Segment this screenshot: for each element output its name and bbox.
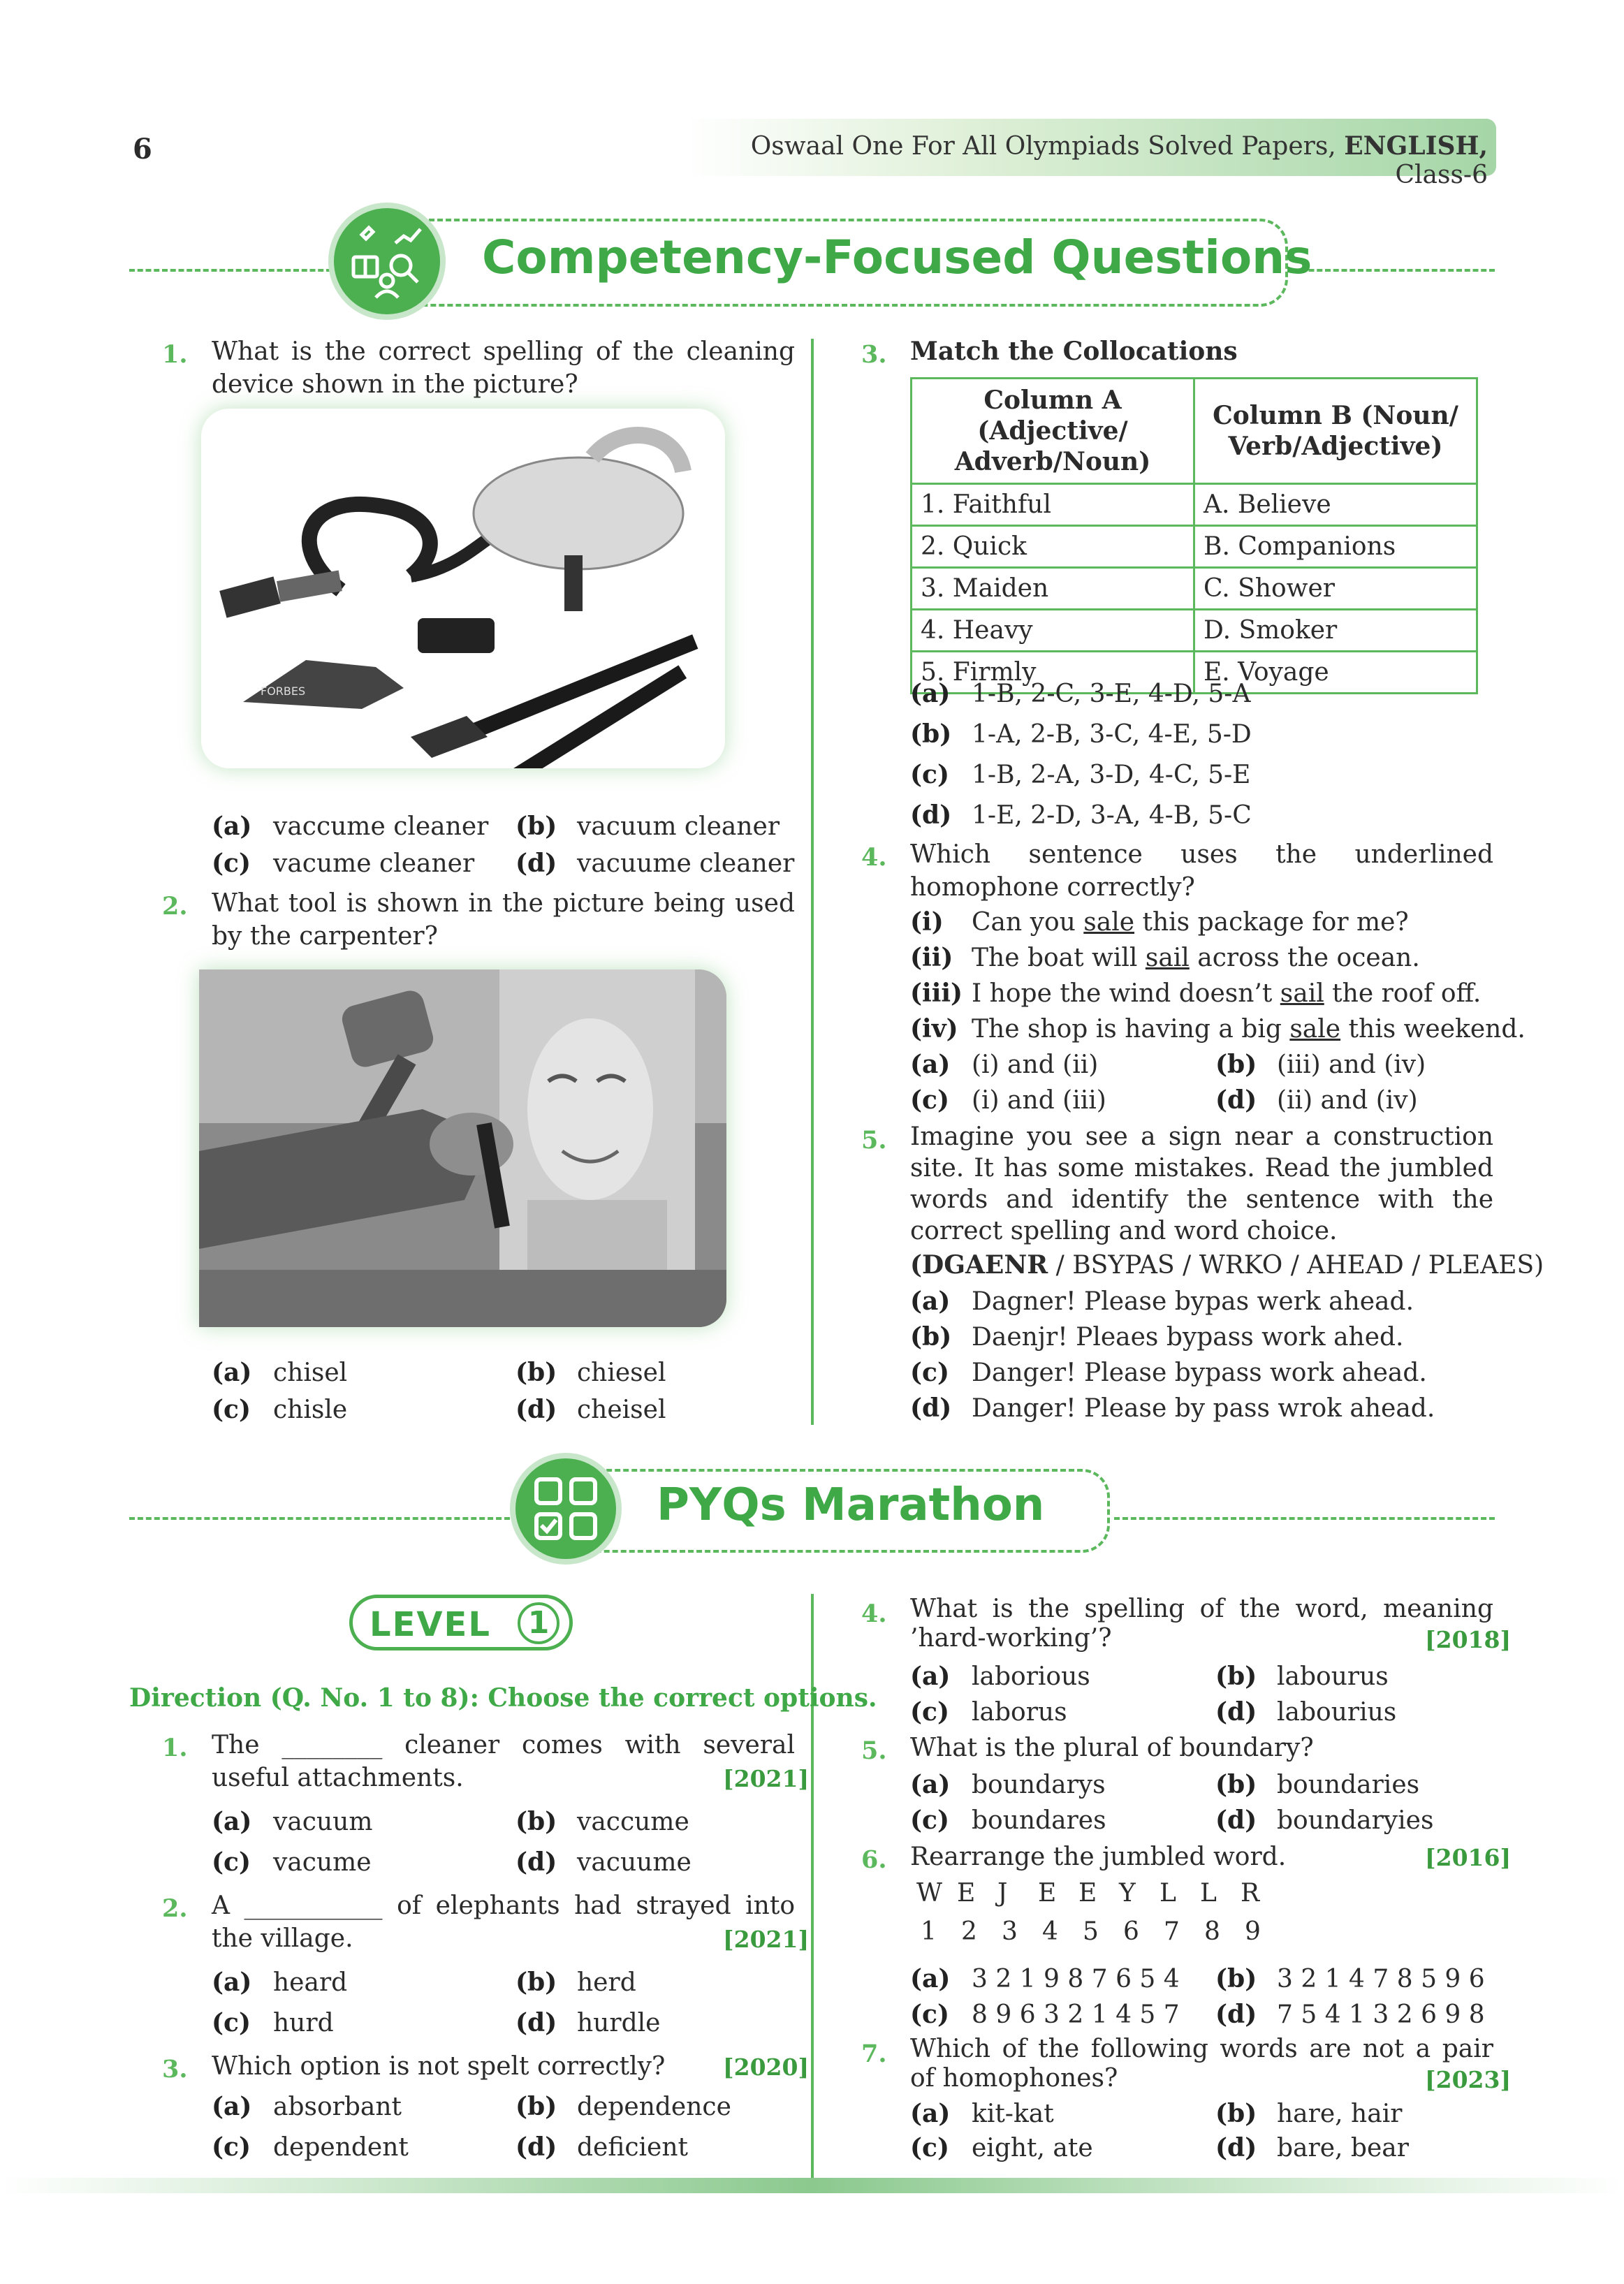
year-tag: [2020]: [723, 2054, 810, 2081]
direction-text: Direction (Q. No. 1 to 8): Choose the correct options.: [129, 1683, 877, 1713]
option[interactable]: (a) kit-kat: [910, 2099, 1054, 2128]
option[interactable]: (c) dependent: [212, 2132, 409, 2162]
option[interactable]: (d) labourius: [1215, 1697, 1397, 1727]
section1-rule-left: [129, 269, 332, 272]
option[interactable]: (d) deficient: [515, 2132, 688, 2162]
question-number: 5.: [861, 1126, 887, 1155]
question-text: What tool is shown in the picture being used by the carpenter?: [212, 889, 795, 951]
question-number: 1.: [162, 340, 188, 369]
section1-rule-right: [1292, 269, 1495, 272]
table-row: 5. Firmly E. Voyage: [912, 652, 1477, 694]
question-text: Rearrange the jumbled word.: [910, 1843, 1287, 1871]
option[interactable]: (d) boundaryies: [1215, 1806, 1434, 1835]
question-number: 6.: [861, 1845, 887, 1874]
question-text: A ___________ of elephants had strayed into the village.: [212, 1891, 795, 1953]
year-tag: [2023]: [1425, 2066, 1512, 2093]
collocation-table: [910, 377, 1478, 694]
option[interactable]: (a) absorbant: [212, 2092, 402, 2121]
question-text: Match the Collocations: [910, 337, 1238, 366]
option[interactable]: (c) vacume cleaner: [212, 849, 475, 878]
book-subject: ENGLISH,: [1344, 131, 1488, 161]
page-number: 6: [133, 133, 152, 166]
question-text: Which sentence uses the underlined homophone correctly?: [910, 840, 1493, 902]
section2-title: PYQs Marathon: [657, 1479, 1045, 1531]
table-row: 2. Quick B. Companions: [912, 526, 1477, 568]
statement: (ii) The boat will sail across the ocean.: [910, 943, 1420, 972]
option[interactable]: (a) heard: [212, 1968, 348, 1997]
option[interactable]: (c) eight, ate: [910, 2133, 1093, 2162]
option[interactable]: (a) vacuum: [212, 1807, 373, 1836]
checklist-icon: [510, 1453, 622, 1565]
option[interactable]: (b) chiesel: [515, 1358, 666, 1387]
statement: (iii) I hope the wind doesn’t sail the roof off.: [910, 979, 1482, 1008]
option[interactable]: (b) vaccume: [515, 1807, 689, 1836]
year-tag: [2016]: [1425, 1844, 1512, 1871]
option[interactable]: (a) vaccume cleaner: [212, 812, 489, 841]
question-text: What is the plural of boundary?: [910, 1734, 1314, 1762]
question-number: 2.: [162, 1894, 188, 1923]
statement: (i) Can you sale this package for me?: [910, 907, 1409, 937]
question-number: 3.: [162, 2055, 188, 2084]
option[interactable]: (c) (i) and (iii): [910, 1085, 1106, 1115]
option[interactable]: (a) (i) and (ii): [910, 1050, 1099, 1079]
year-tag: [2021]: [723, 1765, 810, 1792]
option[interactable]: (d) 1-E, 2-D, 3-A, 4-B, 5-C: [910, 800, 1252, 830]
question-text: Which option is not spelt correctly?: [212, 2052, 666, 2081]
option[interactable]: (b) 1-A, 2-B, 3-C, 4-E, 5-D: [910, 719, 1252, 749]
letter-numbers: 1 2 3 4 5 6 7 8 9: [921, 1917, 1261, 1946]
option[interactable]: (b) 3 2 1 4 7 8 5 9 6: [1215, 1964, 1485, 1993]
jumbled-letters: W E J E E Y L L R: [916, 1879, 1260, 1908]
option[interactable]: (c) hurd: [212, 2008, 334, 2037]
option[interactable]: (b) vacuum cleaner: [515, 812, 780, 841]
question-number: 2.: [162, 892, 188, 921]
column-divider-bottom: [811, 1594, 814, 2181]
option[interactable]: (a) 1-B, 2-C, 3-E, 4-D, 5-A: [910, 679, 1251, 708]
option[interactable]: (d) (ii) and (iv): [1215, 1085, 1418, 1115]
option[interactable]: (d) Danger! Please by pass wrok ahead.: [910, 1393, 1435, 1423]
question-number: 7.: [861, 2040, 887, 2068]
section1-title: Competency-Focused Questions: [482, 230, 1312, 284]
question-text: Which of the following words are not a pair of homophones?: [910, 2035, 1493, 2093]
option[interactable]: (c) vacume: [212, 1847, 372, 1877]
option[interactable]: (d) vacuume: [515, 1847, 692, 1877]
option[interactable]: (b) hare, hair: [1215, 2099, 1403, 2128]
option[interactable]: (a) Dagner! Please bypas werk ahead.: [910, 1287, 1414, 1316]
option[interactable]: (b) herd: [515, 1968, 636, 1997]
level-number: 1: [518, 1602, 559, 1644]
option[interactable]: (d) bare, bear: [1215, 2133, 1409, 2162]
option[interactable]: (d) hurdle: [515, 2008, 661, 2037]
option[interactable]: (b) boundaries: [1215, 1770, 1420, 1799]
statement: (iv) The shop is having a big sale this weekend.: [910, 1014, 1526, 1044]
year-tag: [2018]: [1425, 1626, 1512, 1653]
question-text: What is the spelling of the word, meaning ’hard-working’?: [910, 1595, 1493, 1653]
option[interactable]: (a) 3 2 1 9 8 7 6 5 4: [910, 1964, 1180, 1993]
column-a-header: Column A (Adjective/ Adverb/Noun): [912, 379, 1194, 484]
carpenter-chisel-image: [199, 969, 726, 1327]
question-number: 1.: [162, 1734, 188, 1762]
question-number: 4.: [861, 843, 887, 872]
option[interactable]: (c) boundares: [910, 1806, 1106, 1835]
table-row: 3. Maiden C. Shower: [912, 568, 1477, 610]
option[interactable]: (b) labourus: [1215, 1662, 1389, 1691]
column-b-header: Column B (Noun/ Verb/Adjective): [1194, 379, 1477, 484]
level-label: LEVEL: [370, 1605, 491, 1644]
option[interactable]: (c) laborus: [910, 1697, 1067, 1727]
vacuum-cleaner-image: [201, 409, 725, 768]
question-number: 5.: [861, 1736, 887, 1765]
question-text: What is the correct spelling of the cleaning device shown in the picture?: [212, 337, 795, 399]
section2-rule-right: [1114, 1517, 1495, 1520]
footer-band: [0, 2178, 1624, 2193]
option[interactable]: (d) vacuume cleaner: [515, 849, 795, 878]
option[interactable]: (d) 7 5 4 1 3 2 6 9 8: [1215, 2000, 1485, 2029]
option[interactable]: (c) chisle: [212, 1395, 348, 1424]
question-text: Imagine you see a sign near a construction site. It has some mistakes. Read the jumbled words and identify the sentence with the correct spelling and word choice.: [910, 1122, 1493, 1245]
option[interactable]: (a) chisel: [212, 1358, 348, 1387]
section2-rule-left: [129, 1517, 510, 1520]
option[interactable]: (c) 1-B, 2-A, 3-D, 4-C, 5-E: [910, 760, 1251, 789]
competency-icon: [328, 203, 446, 320]
option[interactable]: (a) laborious: [910, 1662, 1090, 1691]
table-row: 1. Faithful A. Believe: [912, 484, 1477, 526]
question-number: 3.: [861, 340, 887, 369]
question-text: The ________ cleaner comes with several useful attachments.: [212, 1731, 795, 1792]
option[interactable]: (a) boundarys: [910, 1770, 1106, 1799]
option[interactable]: (c) 8 9 6 3 2 1 4 5 7: [910, 2000, 1180, 2029]
book-title: Oswaal One For All Olympiads Solved Papers, ENGLISH, Class-6: [750, 131, 1488, 189]
question-number: 4.: [861, 1599, 887, 1628]
table-row: 4. Heavy D. Smoker: [912, 610, 1477, 652]
option[interactable]: (d) cheisel: [515, 1395, 666, 1424]
level-badge: [349, 1595, 573, 1650]
option[interactable]: (c) Danger! Please bypass work ahead.: [910, 1358, 1427, 1387]
option[interactable]: (b) (iii) and (iv): [1215, 1050, 1426, 1079]
vacuum-brand-label: FORBES: [261, 685, 306, 698]
column-divider-top: [811, 339, 814, 1425]
year-tag: [2021]: [723, 1926, 810, 1953]
option[interactable]: (b) dependence: [515, 2092, 731, 2121]
jumbled-words: (DGAENR / BSYPAS / WRKO / AHEAD / PLEAES): [910, 1250, 1544, 1280]
option[interactable]: (b) Daenjr! Pleaes bypass work ahed.: [910, 1322, 1404, 1352]
